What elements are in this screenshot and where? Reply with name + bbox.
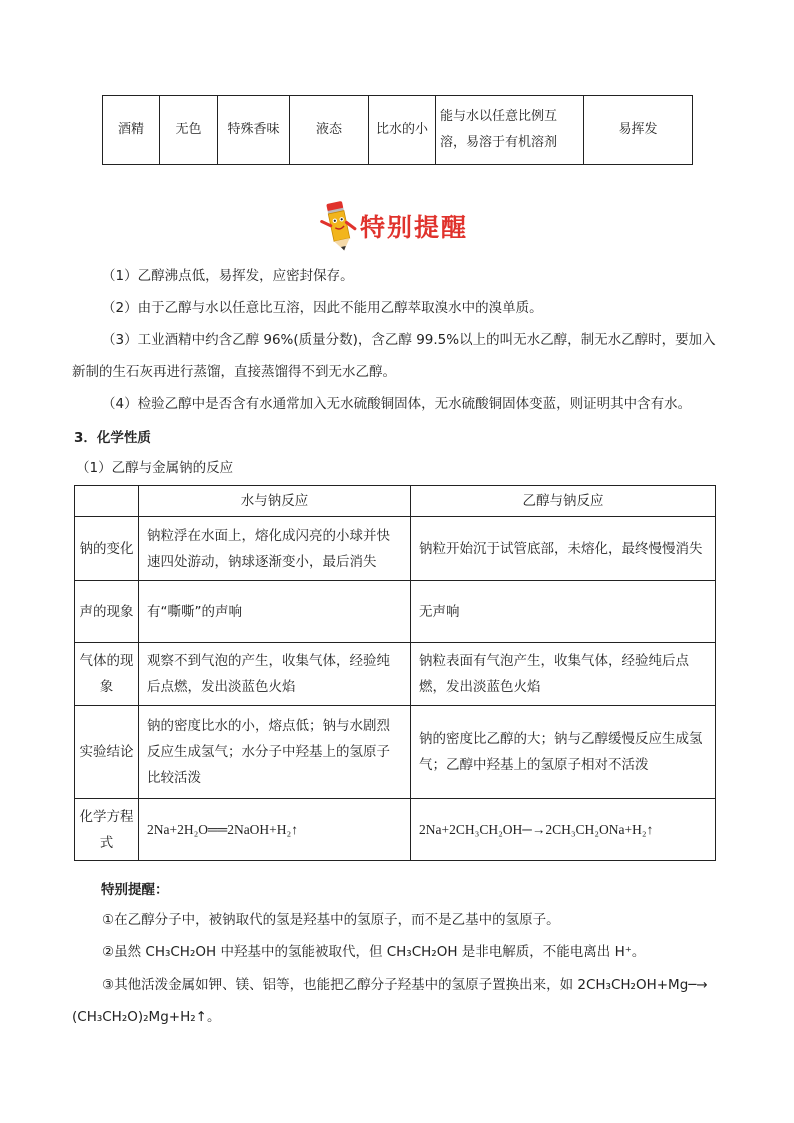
- pencil-mascot-icon: [318, 198, 360, 254]
- row-label: 实验结论: [75, 706, 139, 799]
- water-equation: 2Na+2H₂O══2NaOH+H₂↑: [139, 799, 411, 861]
- tip-3-cont: (CH₃CH₂O)₂Mg+H₂↑。: [72, 1009, 221, 1025]
- properties-table: [102, 95, 693, 165]
- reminder-3-cont: 新制的生石灰再进行蒸馏，直接蒸馏得不到无水乙醇。: [72, 364, 396, 380]
- property-cell: 液态: [290, 96, 369, 165]
- header-cell: [75, 486, 139, 517]
- reminder-4: （4）检验乙醇中是否含有水通常加入无水硫酸铜固体，无水硫酸铜固体变蓝，则证明其中含有水。: [102, 396, 692, 412]
- ethanol-equation: 2Na+2CH₃CH₂OH─→2CH₃CH₂ONa+H₂↑: [411, 799, 716, 861]
- header-cell: 水与钠反应: [139, 486, 411, 517]
- row-label: 化学方程式: [75, 799, 139, 861]
- reaction-table: [74, 485, 716, 861]
- property-cell: 无色: [160, 96, 218, 165]
- table-row: [75, 706, 716, 799]
- row-label: 气体的现象: [75, 643, 139, 706]
- reminder-2: （2）由于乙醇与水以任意比互溶，因此不能用乙醇萃取溴水中的溴单质。: [102, 300, 543, 316]
- property-cell: 特殊香味: [218, 96, 290, 165]
- water-cell: 有“嘶嘶”的声响: [139, 581, 411, 643]
- tips-title: 特别提醒：: [101, 882, 169, 898]
- water-cell: 钠粒浮在水面上，熔化成闪亮的小球并快速四处游动，钠球逐渐变小，最后消失: [139, 517, 411, 581]
- property-cell: 比水的小: [369, 96, 436, 165]
- tip-3: ③其他活泼金属如钾、镁、铝等，也能把乙醇分子羟基中的氢原子置换出来，如 2CH₃CH₂OH+Mg─→: [102, 977, 708, 993]
- property-cell: 能与水以任意比例互溶，易溶于有机溶剂: [436, 96, 584, 165]
- row-label: 声的现象: [75, 581, 139, 643]
- tip-2: ②虽然 CH₃CH₂OH 中羟基中的氢能被取代，但 CH₃CH₂OH 是非电解质，不能电离出 H⁺。: [102, 944, 646, 960]
- table-row: [75, 643, 716, 706]
- header-cell: 乙醇与钠反应: [411, 486, 716, 517]
- section-subheading: （1）乙醇与金属钠的反应: [76, 460, 234, 476]
- row-label: 钠的变化: [75, 517, 139, 581]
- tip-1: ①在乙醇分子中，被钠取代的氢是羟基中的氢原子，而不是乙基中的氢原子。: [102, 912, 560, 928]
- ethanol-cell: 钠粒开始沉于试管底部，未熔化，最终慢慢消失: [411, 517, 716, 581]
- water-cell: 观察不到气泡的产生，收集气体，经验纯后点燃，发出淡蓝色火焰: [139, 643, 411, 706]
- special-reminder-banner: [318, 198, 488, 254]
- reminder-1: （1）乙醇沸点低，易挥发，应密封保存。: [102, 268, 354, 284]
- property-cell: 易挥发: [584, 96, 693, 165]
- ethanol-cell: 钠粒表面有气泡产生，收集气体，经验纯后点燃，发出淡蓝色火焰: [411, 643, 716, 706]
- ethanol-cell: 钠的密度比乙醇的大；钠与乙醇缓慢反应生成氢气；乙醇中羟基上的氢原子相对不活泼: [411, 706, 716, 799]
- table-row: [75, 517, 716, 581]
- reminder-3: （3）工业酒精中约含乙醇 96%(质量分数)，含乙醇 99.5%以上的叫无水乙醇，制无水乙醇时，要加入: [102, 332, 716, 348]
- properties-row: [103, 96, 693, 165]
- table-row: [75, 799, 716, 861]
- water-cell: 钠的密度比水的小，熔点低；钠与水剧烈反应生成氢气；水分子中羟基上的氢原子比较活泼: [139, 706, 411, 799]
- property-cell: 酒精: [103, 96, 160, 165]
- section-heading: 3．化学性质: [74, 430, 151, 446]
- table-row: [75, 581, 716, 643]
- ethanol-cell: 无声响: [411, 581, 716, 643]
- table-header-row: [75, 486, 716, 517]
- banner-title: 特别提醒: [360, 213, 469, 242]
